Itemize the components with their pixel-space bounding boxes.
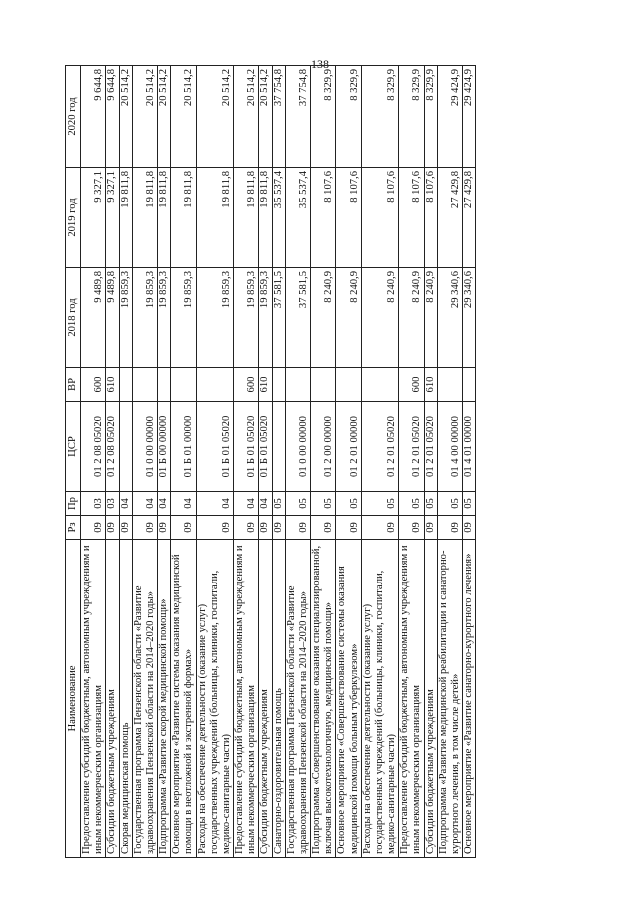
cell-pr: 04: [171, 492, 196, 516]
cell-rz: 09: [424, 516, 437, 540]
cell-2018: 9 489,8: [81, 268, 106, 368]
table-row: [171, 66, 196, 858]
table-row: [106, 66, 119, 858]
cell-pr: 05: [311, 492, 336, 516]
cell-vr: 600: [81, 368, 106, 402]
cell-2019: 27 429,8: [437, 168, 462, 268]
cell-2020: 8 329,9: [424, 66, 437, 168]
cell-2018: 37 581,5: [272, 268, 285, 368]
cell-csr: 01 2 08 05020: [106, 402, 119, 492]
cell-2019: 27 429,8: [463, 168, 476, 268]
cell-2019: 19 811,8: [171, 168, 196, 268]
cell-name: Основное мероприятие «Развитие системы оказания медицинской помощи в неотложной и экстренной формах»: [171, 540, 196, 858]
cell-pr: 04: [132, 492, 157, 516]
cell-pr: 05: [272, 492, 285, 516]
cell-2019: 8 107,6: [361, 168, 399, 268]
table-row: [132, 66, 157, 858]
cell-2020: 20 514,2: [171, 66, 196, 168]
cell-csr: 01 Б 01 05020: [234, 402, 259, 492]
cell-pr: 04: [119, 492, 132, 516]
budget-table: [65, 65, 476, 858]
cell-vr: 610: [424, 368, 437, 402]
cell-2018: 19 859,3: [132, 268, 157, 368]
cell-2019: 9 327,1: [81, 168, 106, 268]
table-row: [424, 66, 437, 858]
cell-2018: 8 240,9: [399, 268, 424, 368]
table-row: [158, 66, 171, 858]
cell-2019: 19 811,8: [132, 168, 157, 268]
cell-rz: 09: [81, 516, 106, 540]
cell-rz: 09: [158, 516, 171, 540]
cell-rz: 09: [285, 516, 310, 540]
cell-csr: 01 Б 00 00000: [158, 402, 171, 492]
cell-rz: 09: [437, 516, 462, 540]
cell-name: Подпрограмма «Развитие скорой медицинской помощи»: [158, 540, 171, 858]
cell-2018: 19 859,3: [119, 268, 132, 368]
header-pr: Пр: [66, 492, 81, 516]
cell-csr: 01 Б 01 00000: [171, 402, 196, 492]
cell-name: Санаторно-оздоровительная помощь: [272, 540, 285, 858]
cell-rz: 09: [259, 516, 272, 540]
cell-2020: 9 644,8: [81, 66, 106, 168]
rotated-table-area: [65, 66, 575, 858]
header-rz: Рз: [66, 516, 81, 540]
cell-rz: 09: [311, 516, 336, 540]
cell-name: Субсидии бюджетным учреждениям: [424, 540, 437, 858]
cell-vr: [361, 368, 399, 402]
cell-name: Предоставление субсидий бюджетным, автономным учреждениям и иным некоммерческим организациям: [399, 540, 424, 858]
cell-vr: [311, 368, 336, 402]
cell-pr: 03: [81, 492, 106, 516]
cell-vr: [158, 368, 171, 402]
cell-vr: 610: [259, 368, 272, 402]
cell-2020: 20 514,2: [234, 66, 259, 168]
cell-csr: 01 4 00 00000: [437, 402, 462, 492]
cell-2020: 8 329,9: [336, 66, 361, 168]
table-body: [81, 66, 476, 858]
cell-vr: [132, 368, 157, 402]
cell-csr: 01 0 00 00000: [285, 402, 310, 492]
cell-name: Подпрограмма «Совершенствование оказания специализированной, включая высокотехнологичную, медицинской помощи»: [311, 540, 336, 858]
cell-csr: 01 Б 01 05020: [196, 402, 234, 492]
cell-2020: 20 514,2: [158, 66, 171, 168]
cell-2018: 8 240,9: [336, 268, 361, 368]
cell-csr: 01 2 01 05020: [361, 402, 399, 492]
rotated-table-wrapper: [65, 66, 575, 858]
cell-2018: 37 581,5: [285, 268, 310, 368]
table-row: [463, 66, 476, 858]
cell-2019: 8 107,6: [336, 168, 361, 268]
cell-csr: 01 2 00 00000: [311, 402, 336, 492]
cell-2018: 29 340,6: [463, 268, 476, 368]
cell-2018: 8 240,9: [361, 268, 399, 368]
table-row: [361, 66, 399, 858]
cell-2019: 19 811,8: [196, 168, 234, 268]
cell-2019: 35 537,4: [272, 168, 285, 268]
table-header-row: [66, 66, 81, 858]
cell-2018: 19 859,3: [158, 268, 171, 368]
cell-2019: 8 107,6: [424, 168, 437, 268]
cell-name: Государственная программа Пензенской области «Развитие здравоохранения Пензенской области на 2014–2020 годы»: [132, 540, 157, 858]
cell-2020: 37 754,8: [272, 66, 285, 168]
cell-2020: 29 424,9: [437, 66, 462, 168]
header-csr: ЦСР: [66, 402, 81, 492]
cell-pr: 04: [158, 492, 171, 516]
cell-2020: 9 644,8: [106, 66, 119, 168]
cell-2020: 20 514,2: [119, 66, 132, 168]
cell-csr: 01 2 01 05020: [399, 402, 424, 492]
table-row: [437, 66, 462, 858]
cell-2018: 8 240,9: [311, 268, 336, 368]
table-row: [285, 66, 310, 858]
cell-pr: 05: [285, 492, 310, 516]
cell-name: Предоставление субсидий бюджетным, автономным учреждениям и иным некоммерческим организациям: [234, 540, 259, 858]
cell-csr: 01 2 08 05020: [81, 402, 106, 492]
table-row: [336, 66, 361, 858]
cell-csr: 01 2 01 00000: [336, 402, 361, 492]
table-row: [234, 66, 259, 858]
header-name: Наименование: [66, 540, 81, 858]
cell-vr: [119, 368, 132, 402]
cell-name: Субсидии бюджетным учреждениям: [106, 540, 119, 858]
cell-pr: 04: [196, 492, 234, 516]
header-2018: 2018 год: [66, 268, 81, 368]
cell-pr: 05: [399, 492, 424, 516]
cell-2020: 8 329,9: [361, 66, 399, 168]
cell-name: Подпрограмма «Развитие медицинской реабилитации и санаторно-курортного лечения, в том числе детей»: [437, 540, 462, 858]
cell-csr: [119, 402, 132, 492]
cell-pr: 04: [234, 492, 259, 516]
cell-name: Основное мероприятие «Развитие санаторно-курортного лечения»: [463, 540, 476, 858]
cell-pr: 05: [336, 492, 361, 516]
cell-rz: 09: [272, 516, 285, 540]
page-number: 138: [311, 57, 329, 71]
cell-vr: [336, 368, 361, 402]
cell-rz: 09: [171, 516, 196, 540]
cell-2020: 20 514,2: [196, 66, 234, 168]
cell-2019: 8 107,6: [399, 168, 424, 268]
table-row: [399, 66, 424, 858]
cell-2018: 9 489,8: [106, 268, 119, 368]
cell-vr: 600: [399, 368, 424, 402]
cell-2019: 19 811,8: [234, 168, 259, 268]
table-row: [119, 66, 132, 858]
cell-2018: 19 859,3: [171, 268, 196, 368]
cell-pr: 04: [259, 492, 272, 516]
cell-rz: 09: [463, 516, 476, 540]
cell-vr: [196, 368, 234, 402]
cell-name: Основное мероприятие «Совершенствование системы оказания медицинской помощи больным туберкулезом»: [336, 540, 361, 858]
cell-2018: 8 240,9: [424, 268, 437, 368]
cell-name: Предоставление субсидий бюджетным, автономным учреждениям и иным некоммерческим организациям: [81, 540, 106, 858]
cell-2020: 8 329,9: [399, 66, 424, 168]
cell-rz: 09: [234, 516, 259, 540]
cell-csr: 01 4 01 00000: [463, 402, 476, 492]
cell-name: Скорая медицинская помощь: [119, 540, 132, 858]
cell-rz: 09: [399, 516, 424, 540]
cell-vr: [272, 368, 285, 402]
cell-csr: 01 2 01 05020: [424, 402, 437, 492]
cell-rz: 09: [361, 516, 399, 540]
cell-2020: 20 514,2: [132, 66, 157, 168]
cell-2018: 19 859,3: [196, 268, 234, 368]
cell-name: Субсидии бюджетным учреждениям: [259, 540, 272, 858]
table-row: [259, 66, 272, 858]
header-2019: 2019 год: [66, 168, 81, 268]
cell-pr: 05: [424, 492, 437, 516]
cell-name: Государственная программа Пензенской области «Развитие здравоохранения Пензенской области на 2014–2020 годы»: [285, 540, 310, 858]
cell-rz: 09: [132, 516, 157, 540]
cell-vr: 610: [106, 368, 119, 402]
cell-2019: 35 537,4: [285, 168, 310, 268]
cell-pr: 03: [106, 492, 119, 516]
cell-vr: [171, 368, 196, 402]
cell-name: Расходы на обеспечение деятельности (оказание услуг) государственных учреждений (больницы, клиники, госпитали, медико-санитарные части): [196, 540, 234, 858]
cell-vr: 600: [234, 368, 259, 402]
cell-pr: 05: [361, 492, 399, 516]
cell-rz: 09: [106, 516, 119, 540]
cell-2019: 8 107,6: [311, 168, 336, 268]
cell-rz: 09: [196, 516, 234, 540]
table-row: [81, 66, 106, 858]
cell-csr: 01 Б 01 05020: [259, 402, 272, 492]
cell-2020: 29 424,9: [463, 66, 476, 168]
cell-2018: 19 859,3: [234, 268, 259, 368]
header-vr: ВР: [66, 368, 81, 402]
cell-2018: 29 340,6: [437, 268, 462, 368]
cell-pr: 05: [463, 492, 476, 516]
cell-vr: [463, 368, 476, 402]
cell-2019: 19 811,8: [158, 168, 171, 268]
cell-vr: [437, 368, 462, 402]
cell-rz: 09: [119, 516, 132, 540]
table-row: [196, 66, 234, 858]
cell-vr: [285, 368, 310, 402]
table-row: [311, 66, 336, 858]
cell-name: Расходы на обеспечение деятельности (оказание услуг) государственных учреждений (больницы, клиники, госпитали, медико-санитарные части): [361, 540, 399, 858]
cell-2020: 37 754,8: [285, 66, 310, 168]
cell-2018: 19 859,3: [259, 268, 272, 368]
cell-2020: 20 514,2: [259, 66, 272, 168]
cell-csr: [272, 402, 285, 492]
cell-pr: 05: [437, 492, 462, 516]
table-row: [272, 66, 285, 858]
cell-rz: 09: [336, 516, 361, 540]
header-2020: 2020 год: [66, 66, 81, 168]
cell-2019: 19 811,8: [119, 168, 132, 268]
cell-2020: 8 329,9: [311, 66, 336, 168]
cell-2019: 9 327,1: [106, 168, 119, 268]
cell-csr: 01 0 00 00000: [132, 402, 157, 492]
cell-2019: 19 811,8: [259, 168, 272, 268]
